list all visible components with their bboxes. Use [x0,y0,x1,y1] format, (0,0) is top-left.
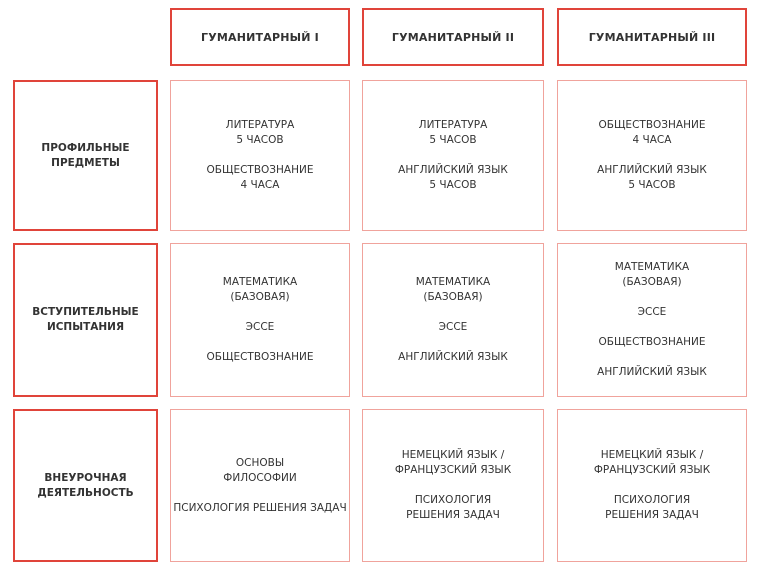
row-header-label: ВСТУПИТЕЛЬНЫЕ ИСПЫТАНИЯ [32,306,139,333]
subject-line: ФИЛОСОФИИ [223,471,297,484]
column-header-3 [557,8,747,66]
row-header-extracurricular [13,409,158,562]
subject-line: 4 ЧАСА [632,134,672,146]
subject-line: ЭССЕ [637,306,667,318]
cell-profile-humanitarian-2 [362,80,544,231]
column-header-2 [362,8,544,66]
subject-line: 5 ЧАСОВ [236,134,284,146]
subject-line: НЕМЕЦКИЙ ЯЗЫК / [401,449,505,461]
row-header-entrance-exams [13,243,158,397]
subject-line: ФРАНЦУЗСКИЙ ЯЗЫК [394,464,512,476]
column-header-label: ГУМАНИТАРНЫЙ II [391,30,515,44]
cell-profile-humanitarian-1 [170,80,350,231]
subject-line: АНГЛИЙСКИЙ ЯЗЫК [597,164,707,176]
cell-extracurricular-humanitarian-2 [362,409,544,562]
subject-line: 5 ЧАСОВ [628,179,676,191]
subject-line: НЕМЕЦКИЙ ЯЗЫК / [600,449,704,461]
cell-exams-humanitarian-3 [557,243,747,397]
subject-line: ОБЩЕСТВОЗНАНИЕ [598,119,706,131]
cell-content [597,260,707,380]
subject-line: АНГЛИЙСКИЙ ЯЗЫК [398,351,508,363]
row-header-profile-subjects [13,80,158,231]
cell-exams-humanitarian-1 [170,243,350,397]
subject-line: ПСИХОЛОГИЯ [414,494,492,506]
cell-exams-humanitarian-2 [362,243,544,397]
subject-line: АНГЛИЙСКИЙ ЯЗЫК [597,366,707,378]
cell-content [594,448,710,523]
subject-line: ОБЩЕСТВОЗНАНИЕ [206,164,314,176]
cell-extracurricular-humanitarian-1 [170,409,350,562]
subject-line: РЕШЕНИЯ ЗАДАЧ [406,509,500,521]
cell-content [398,275,508,365]
subject-line: (БАЗОВАЯ) [423,291,483,303]
subject-line: 4 ЧАСА [240,179,280,191]
subject-line: МАТЕМАТИКА [415,276,491,288]
cell-content [597,118,707,193]
subject-line: (БАЗОВАЯ) [230,291,290,303]
column-header-label: ГУМАНИТАРНЫЙ I [201,30,319,44]
column-header-1 [170,8,350,66]
subject-line: РЕШЕНИЯ ЗАДАЧ [605,509,699,521]
column-header-label: ГУМАНИТАРНЫЙ III [588,30,716,44]
subject-line: ОСНОВЫ [235,456,285,469]
subject-line: МАТЕМАТИКА [614,261,690,273]
cell-content [173,456,346,516]
subject-line: (БАЗОВАЯ) [622,276,682,288]
subject-line: МАТЕМАТИКА [222,276,298,288]
cell-profile-humanitarian-3 [557,80,747,231]
subject-line: ЭССЕ [245,321,275,333]
subject-line: 5 ЧАСОВ [429,179,477,191]
cell-content [398,118,508,193]
subject-line: АНГЛИЙСКИЙ ЯЗЫК [398,164,508,176]
subject-line: ПСИХОЛОГИЯ [613,494,691,506]
subject-line: ОБЩЕСТВОЗНАНИЕ [206,351,314,363]
subject-line: ЛИТЕРАТУРА [418,119,488,131]
subject-line: 5 ЧАСОВ [429,134,477,146]
subject-line: ЭССЕ [438,321,468,333]
row-header-label: ВНЕУРОЧНАЯ ДЕЯТЕЛЬНОСТЬ [37,471,134,499]
cell-content [207,118,314,193]
cell-content [395,448,511,523]
subject-line: ЛИТЕРАТУРА [225,119,295,131]
subject-line: ОБЩЕСТВОЗНАНИЕ [598,336,706,348]
row-header-label: ПРОФИЛЬНЫЕ ПРЕДМЕТЫ [41,141,130,169]
cell-extracurricular-humanitarian-3 [557,409,747,562]
cell-content [207,275,314,365]
subject-line: ПСИХОЛОГИЯ РЕШЕНИЯ ЗАДАЧ [173,501,347,514]
subject-line: ФРАНЦУЗСКИЙ ЯЗЫК [593,464,711,476]
